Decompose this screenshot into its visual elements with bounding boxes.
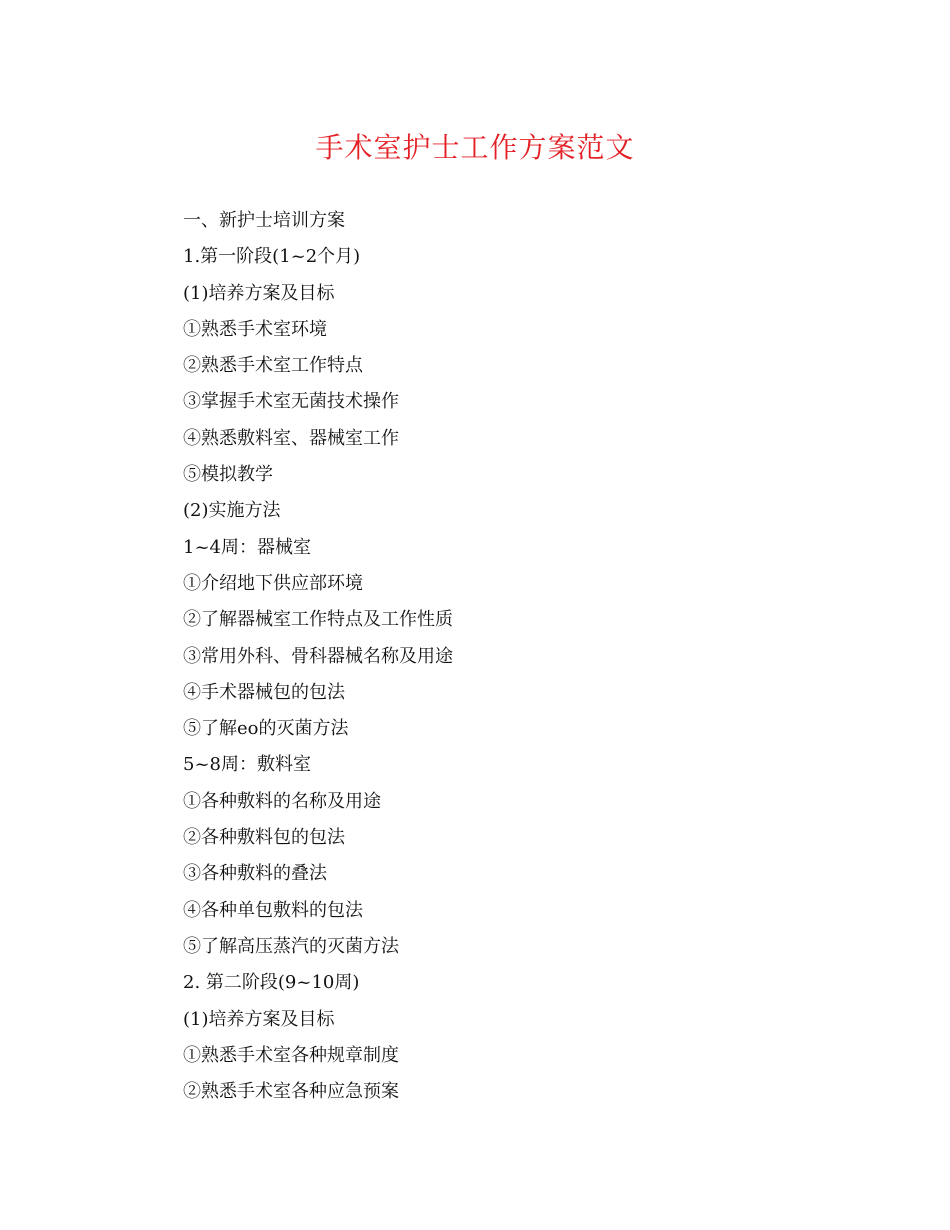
text-line: 1~4周：器械室 (183, 536, 311, 558)
document-body (183, 203, 823, 1110)
text-line: ③各种敷料的叠法 (183, 863, 327, 885)
document-title: 手术室护士工作方案范文 (315, 131, 635, 164)
text-line: ④各种单包敷料的包法 (183, 899, 363, 921)
text-line: ①熟悉手术室环境 (183, 318, 327, 340)
text-line: (2)实施方法 (183, 500, 281, 522)
text-line: ③掌握手术室无菌技术操作 (183, 391, 399, 413)
text-line: ①介绍地下供应部环境 (183, 572, 363, 594)
text-line: ②熟悉手术室各种应急预案 (183, 1081, 399, 1103)
text-line: ②各种敷料包的包法 (183, 827, 345, 849)
text-line: ④手术器械包的包法 (183, 681, 345, 703)
text-line: ②熟悉手术室工作特点 (183, 355, 363, 377)
text-line: 5~8周：敷料室 (183, 754, 311, 776)
text-line: ①熟悉手术室各种规章制度 (183, 1044, 399, 1066)
text-line: 1.第一阶段(1~2个月) (183, 246, 361, 268)
text-line: ②了解器械室工作特点及工作性质 (183, 609, 453, 631)
text-line: ⑤了解高压蒸汽的灭菌方法 (183, 935, 399, 957)
text-line: (1)培养方案及目标 (183, 282, 335, 304)
text-line: 2. 第二阶段(9~10周) (183, 972, 360, 994)
text-line: ①各种敷料的名称及用途 (183, 790, 381, 812)
text-line: 一、新护士培训方案 (183, 210, 345, 231)
text-line: ③常用外科、骨科器械名称及用途 (183, 645, 453, 667)
text-line: ⑤了解eo的灭菌方法 (183, 718, 349, 740)
text-line: ⑤模拟教学 (183, 464, 273, 486)
text-line: ④熟悉敷料室、器械室工作 (183, 427, 399, 449)
text-line: (1)培养方案及目标 (183, 1008, 335, 1030)
